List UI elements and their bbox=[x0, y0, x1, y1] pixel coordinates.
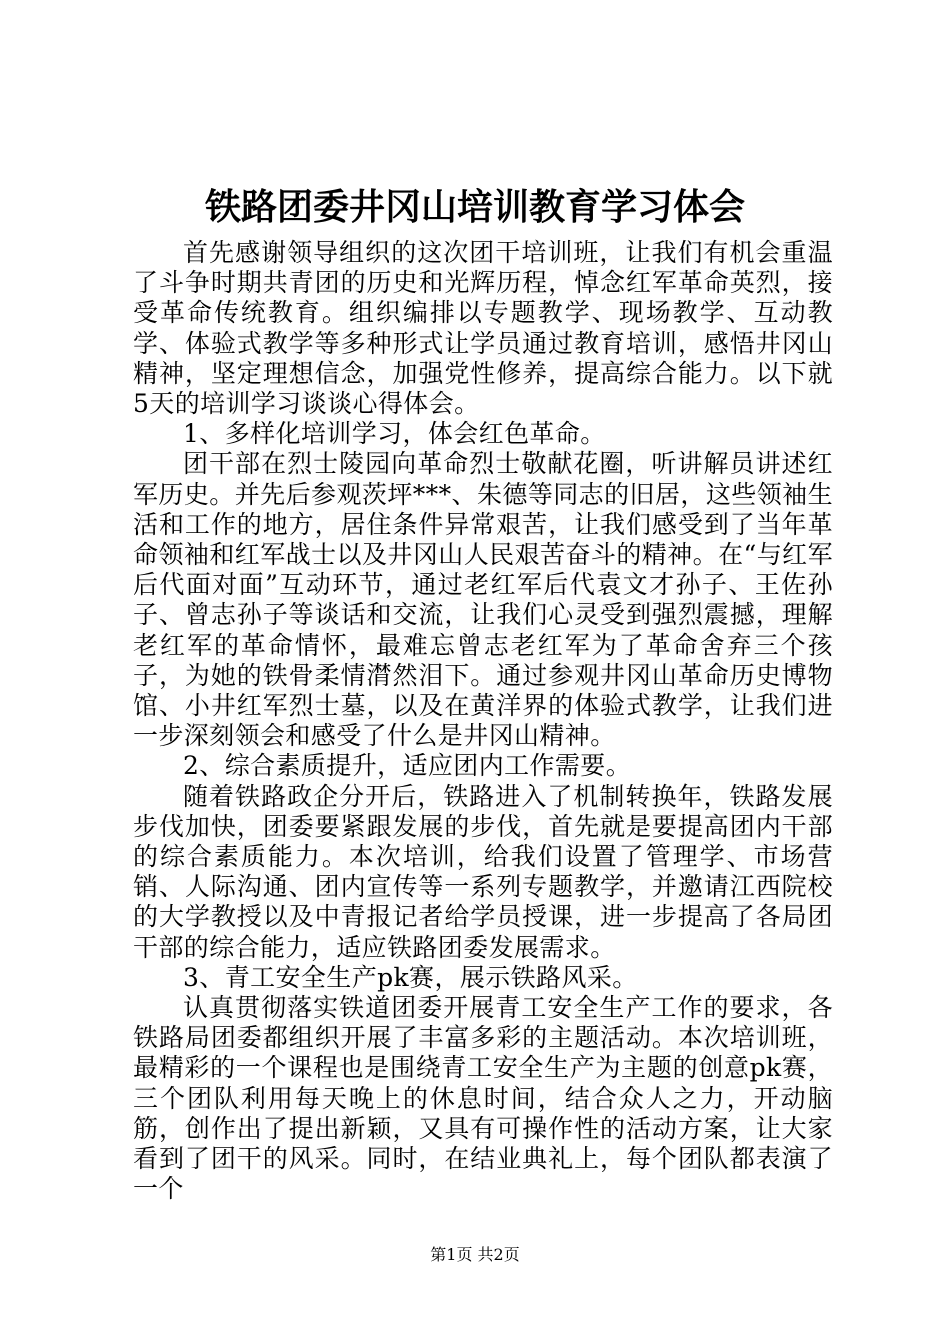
paragraph-section-3: 认真贯彻落实铁道团委开展青工安全生产工作的要求，各铁路局团委都组织开展了丰富多彩的主题活动。本次培训班，最精彩的一个课程也是围绕青工安全生产为主题的创意pk赛，三个团队利用每天晚上的休息时间，结合众人之力，开动脑筋，创作出了提出新颖，又具有可操作性的活动方案，让大家看到了团干的风采。同时，在结业典礼上，每个团队都表演了一个 bbox=[133, 993, 833, 1204]
section-heading-3: 3、青工安全生产pk赛，展示铁路风采。 bbox=[183, 962, 638, 992]
section-heading-1: 1、多样化培训学习，体会红色革命。 bbox=[183, 419, 606, 449]
section-heading-2: 2、综合素质提升，适应团内工作需要。 bbox=[183, 751, 632, 781]
paragraph-section-1: 团干部在烈士陵园向革命烈士敬献花圈，听讲解员讲述红军历史。并先后参观茨坪***、朱德等同志的旧居，这些领袖生活和工作的地方，居住条件异常艰苦，让我们感受到了当年革命领袖和红军战士以及井冈山人民艰苦奋斗的精神。在“与红军后代面对面”互动环节，通过老红军后代袁文才孙子、王佐孙子、曾志孙子等谈话和交流，让我们心灵受到强烈震撼，理解老红军的革命情怀，最难忘曾志老红军为了革命舍弃三个孩子，为她的铁骨柔情潸然泪下。通过参观井冈山革命历史博物馆、小井红军烈士墓，以及在黄洋界的体验式教学，让我们进一步深刻领会和感受了什么是井冈山精神。 bbox=[133, 449, 833, 751]
paragraph-section-2: 随着铁路政企分开后，铁路进入了机制转换年，铁路发展步伐加快，团委要紧跟发展的步伐，首先就是要提高团内干部的综合素质能力。本次培训，给我们设置了管理学、市场营销、人际沟通、团内宣传等一系列专题教学，并邀请江西院校的大学教授以及中青报记者给学员授课，进一步提高了各局团干部的综合能力，适应铁路团委发展需求。 bbox=[133, 781, 833, 962]
document-title: 铁路团委井冈山培训教育学习体会 bbox=[204, 187, 745, 228]
paragraph-intro: 首先感谢领导组织的这次团干培训班，让我们有机会重温了斗争时期共青团的历史和光辉历程，悼念红军革命英烈，接受革命传统教育。组织编排以专题教学、现场教学、互动教学、体验式教学等多种形式让学员通过教育培训，感悟井冈山精神，坚定理想信念，加强党性修养，提高综合能力。以下就5天的培训学习谈谈心得体会。 bbox=[133, 238, 833, 419]
document-body bbox=[133, 238, 833, 1205]
page-number-footer: 第1页 共2页 bbox=[430, 1245, 520, 1264]
